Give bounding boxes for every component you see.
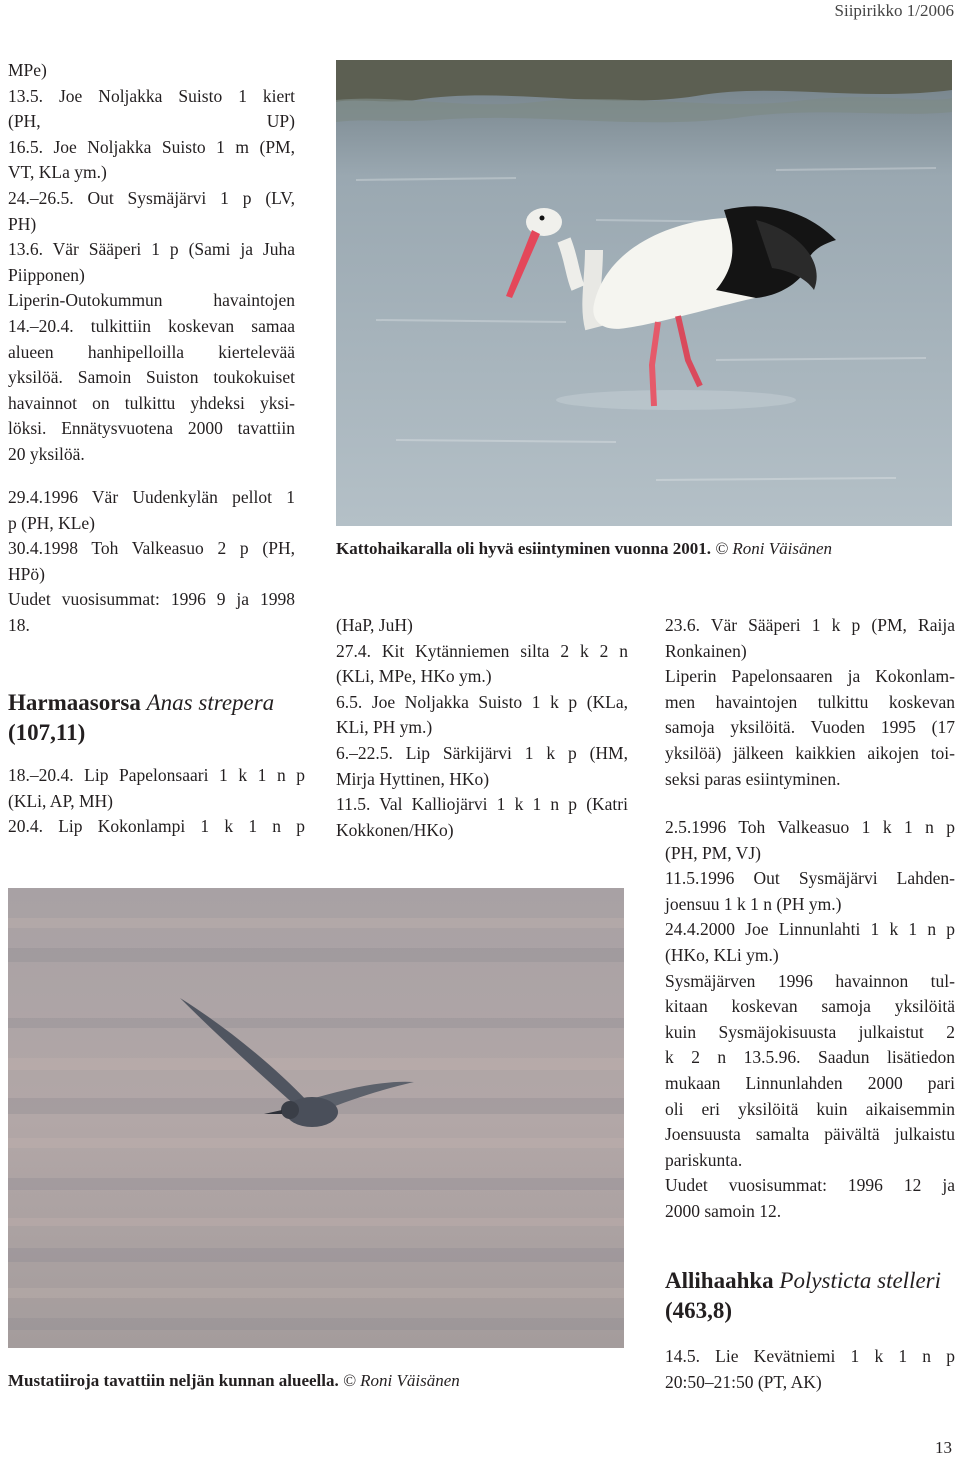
text-line: 29.4.1996 Vär Uudenkylän pellot 1 — [8, 487, 295, 507]
text-line: Kokkonen/HKo) — [336, 819, 454, 840]
caption-text: Kattohaikaralla oli hyvä esiintyminen vuonna 2001. — [336, 539, 711, 558]
stork-photo — [336, 60, 952, 526]
text-line: p (PH, KLe) — [8, 512, 95, 533]
text-line: havainnot on tulkittu yhdeksi yksi- — [8, 392, 295, 413]
text-line: 16.5. Joe Noljakka Suisto 1 m (PM, — [8, 136, 295, 157]
text-line: löksi. Ennätysvuotena 2000 tavattiin — [8, 418, 295, 439]
col1-bottom-text — [8, 763, 305, 840]
caption-text: Mustatiiroja tavattiin neljän kunnan alueella. — [8, 1371, 339, 1390]
text-line: Joensuusta samalta päivältä julkaistu — [665, 1124, 955, 1145]
species-code: (107,11) — [8, 720, 86, 745]
page-number: 13 — [935, 1438, 952, 1457]
text-line: PH) — [8, 213, 37, 234]
text-line: (KLi, MPe, HKo ym.) — [336, 666, 492, 687]
text-line: (KLi, AP, MH) — [8, 790, 114, 811]
heading-gadwall — [8, 688, 274, 748]
species-code: (463,8) — [665, 1298, 733, 1323]
text-line: seksi paras esiintyminen. — [665, 768, 841, 789]
text-line: 24.–26.5. Out Sysmäjärvi 1 p (LV, — [8, 187, 295, 208]
text-line: 2.5.1996 Toh Valkeasuo 1 k 1 n p — [665, 817, 955, 837]
text-line: Uudet vuosisummat: 1996 12 ja — [665, 1175, 955, 1196]
text-line: 30.4.1998 Toh Valkeasuo 2 p (PH, — [8, 538, 295, 559]
text-line: Liperin-Outokummun havaintojen — [8, 290, 295, 311]
text-line: (HaP, JuH) — [336, 615, 413, 635]
species-name: Harmaasorsa — [8, 690, 141, 715]
tern-illustration — [8, 888, 624, 1348]
col1-top-text — [8, 58, 295, 468]
caption-credit: © Roni Väisänen — [343, 1371, 460, 1390]
text-line: MPe) — [8, 60, 47, 80]
text-line: 6.5. Joe Noljakka Suisto 1 k p (KLa, — [336, 691, 628, 712]
text-line: (PH, PM, VJ) — [665, 842, 761, 863]
journal-header: Siipirikko 1/2006 — [834, 1, 954, 20]
text-line: 2000 samoin 12. — [665, 1200, 782, 1221]
caption-tern — [8, 1371, 460, 1391]
text-line: 27.4. Kit Kytänniemen silta 2 k 2 n — [336, 640, 628, 661]
col3-mid-text — [665, 815, 955, 1225]
text-line: yksilöä. Samoin Suiston toukokuiset — [8, 367, 295, 388]
caption-stork — [336, 539, 832, 559]
species-latin: Polysticta stelleri — [779, 1268, 942, 1293]
text-line: men havaintojen tulkittu koskevan — [665, 691, 955, 712]
stork-illustration — [336, 60, 952, 526]
text-line: 14.5. Lie Kevätniemi 1 k 1 n p — [665, 1346, 955, 1366]
text-line: Uudet vuosisummat: 1996 9 ja 1998 — [8, 589, 295, 610]
species-latin: Anas strepera — [146, 690, 275, 715]
text-line: KLi, PH ym.) — [336, 717, 433, 738]
text-line: 18. — [8, 614, 30, 635]
col3-bottom-text — [665, 1344, 955, 1395]
text-line: yksilöä) jälkeen kaikkien aikojen toi- — [665, 742, 955, 763]
col3-top-text — [665, 613, 955, 792]
col2-text — [336, 613, 628, 843]
text-line: samoja yksilöitä. Vuoden 1995 (17 — [665, 717, 955, 738]
caption-credit: © Roni Väisänen — [715, 539, 833, 558]
text-line: Ronkainen) — [665, 640, 747, 661]
text-line: 13.5. Joe Noljakka Suisto 1 kiert — [8, 85, 295, 106]
text-line: (PH, UP) — [8, 111, 295, 132]
text-line: (HKo, KLi ym.) — [665, 944, 779, 965]
text-line: joensuu 1 k 1 n (PH ym.) — [665, 893, 842, 914]
text-line: 20 yksilöä. — [8, 443, 85, 464]
text-line: 20.4. Lip Kokonlampi 1 k 1 n p — [8, 816, 305, 837]
text-line: HPö) — [8, 563, 45, 584]
text-line: 11.5. Val Kalliojärvi 1 k 1 n p (Katri — [336, 794, 628, 815]
text-line: kuin Sysmäjokisuusta julkaistut 2 — [665, 1021, 955, 1042]
text-line: Mirja Hyttinen, HKo) — [336, 768, 490, 789]
text-line: pariskunta. — [665, 1149, 743, 1170]
text-line: 11.5.1996 Out Sysmäjärvi Lahden- — [665, 868, 955, 889]
text-line: VT, KLa ym.) — [8, 162, 107, 183]
text-line: 18.–20.4. Lip Papelonsaari 1 k 1 n p — [8, 765, 305, 785]
text-line: alueen hanhipelloilla kiertelevää — [8, 341, 295, 362]
text-line: 14.–20.4. tulkittiin koskevan samaa — [8, 315, 295, 336]
text-line: mukaan Linnunlahden 2000 pari — [665, 1072, 955, 1093]
text-line: 23.6. Vär Sääperi 1 k p (PM, Raija — [665, 615, 955, 635]
text-line: 20:50–21:50 (PT, AK) — [665, 1371, 822, 1392]
text-line: k 2 n 13.5.96. Saadun lisätiedon — [665, 1047, 955, 1068]
text-line: 6.–22.5. Lip Särkijärvi 1 k p (HM, — [336, 742, 628, 763]
text-line: 13.6. Vär Sääperi 1 p (Sami ja Juha — [8, 239, 295, 260]
col1-mid-text — [8, 485, 295, 639]
tern-photo — [8, 888, 624, 1348]
text-line: Piipponen) — [8, 264, 85, 285]
text-line: oli eri yksilöitä kuin aikaisemmin — [665, 1098, 955, 1119]
heading-steller — [665, 1266, 941, 1326]
text-line: Sysmäjärven 1996 havainnon tul- — [665, 970, 955, 991]
species-name: Allihaahka — [665, 1268, 774, 1293]
text-line: kitaan koskevan samoja yksilöitä — [665, 996, 955, 1017]
text-line: Liperin Papelonsaaren ja Kokonlam- — [665, 666, 955, 687]
text-line: 24.4.2000 Joe Linnunlahti 1 k 1 n p — [665, 919, 955, 940]
